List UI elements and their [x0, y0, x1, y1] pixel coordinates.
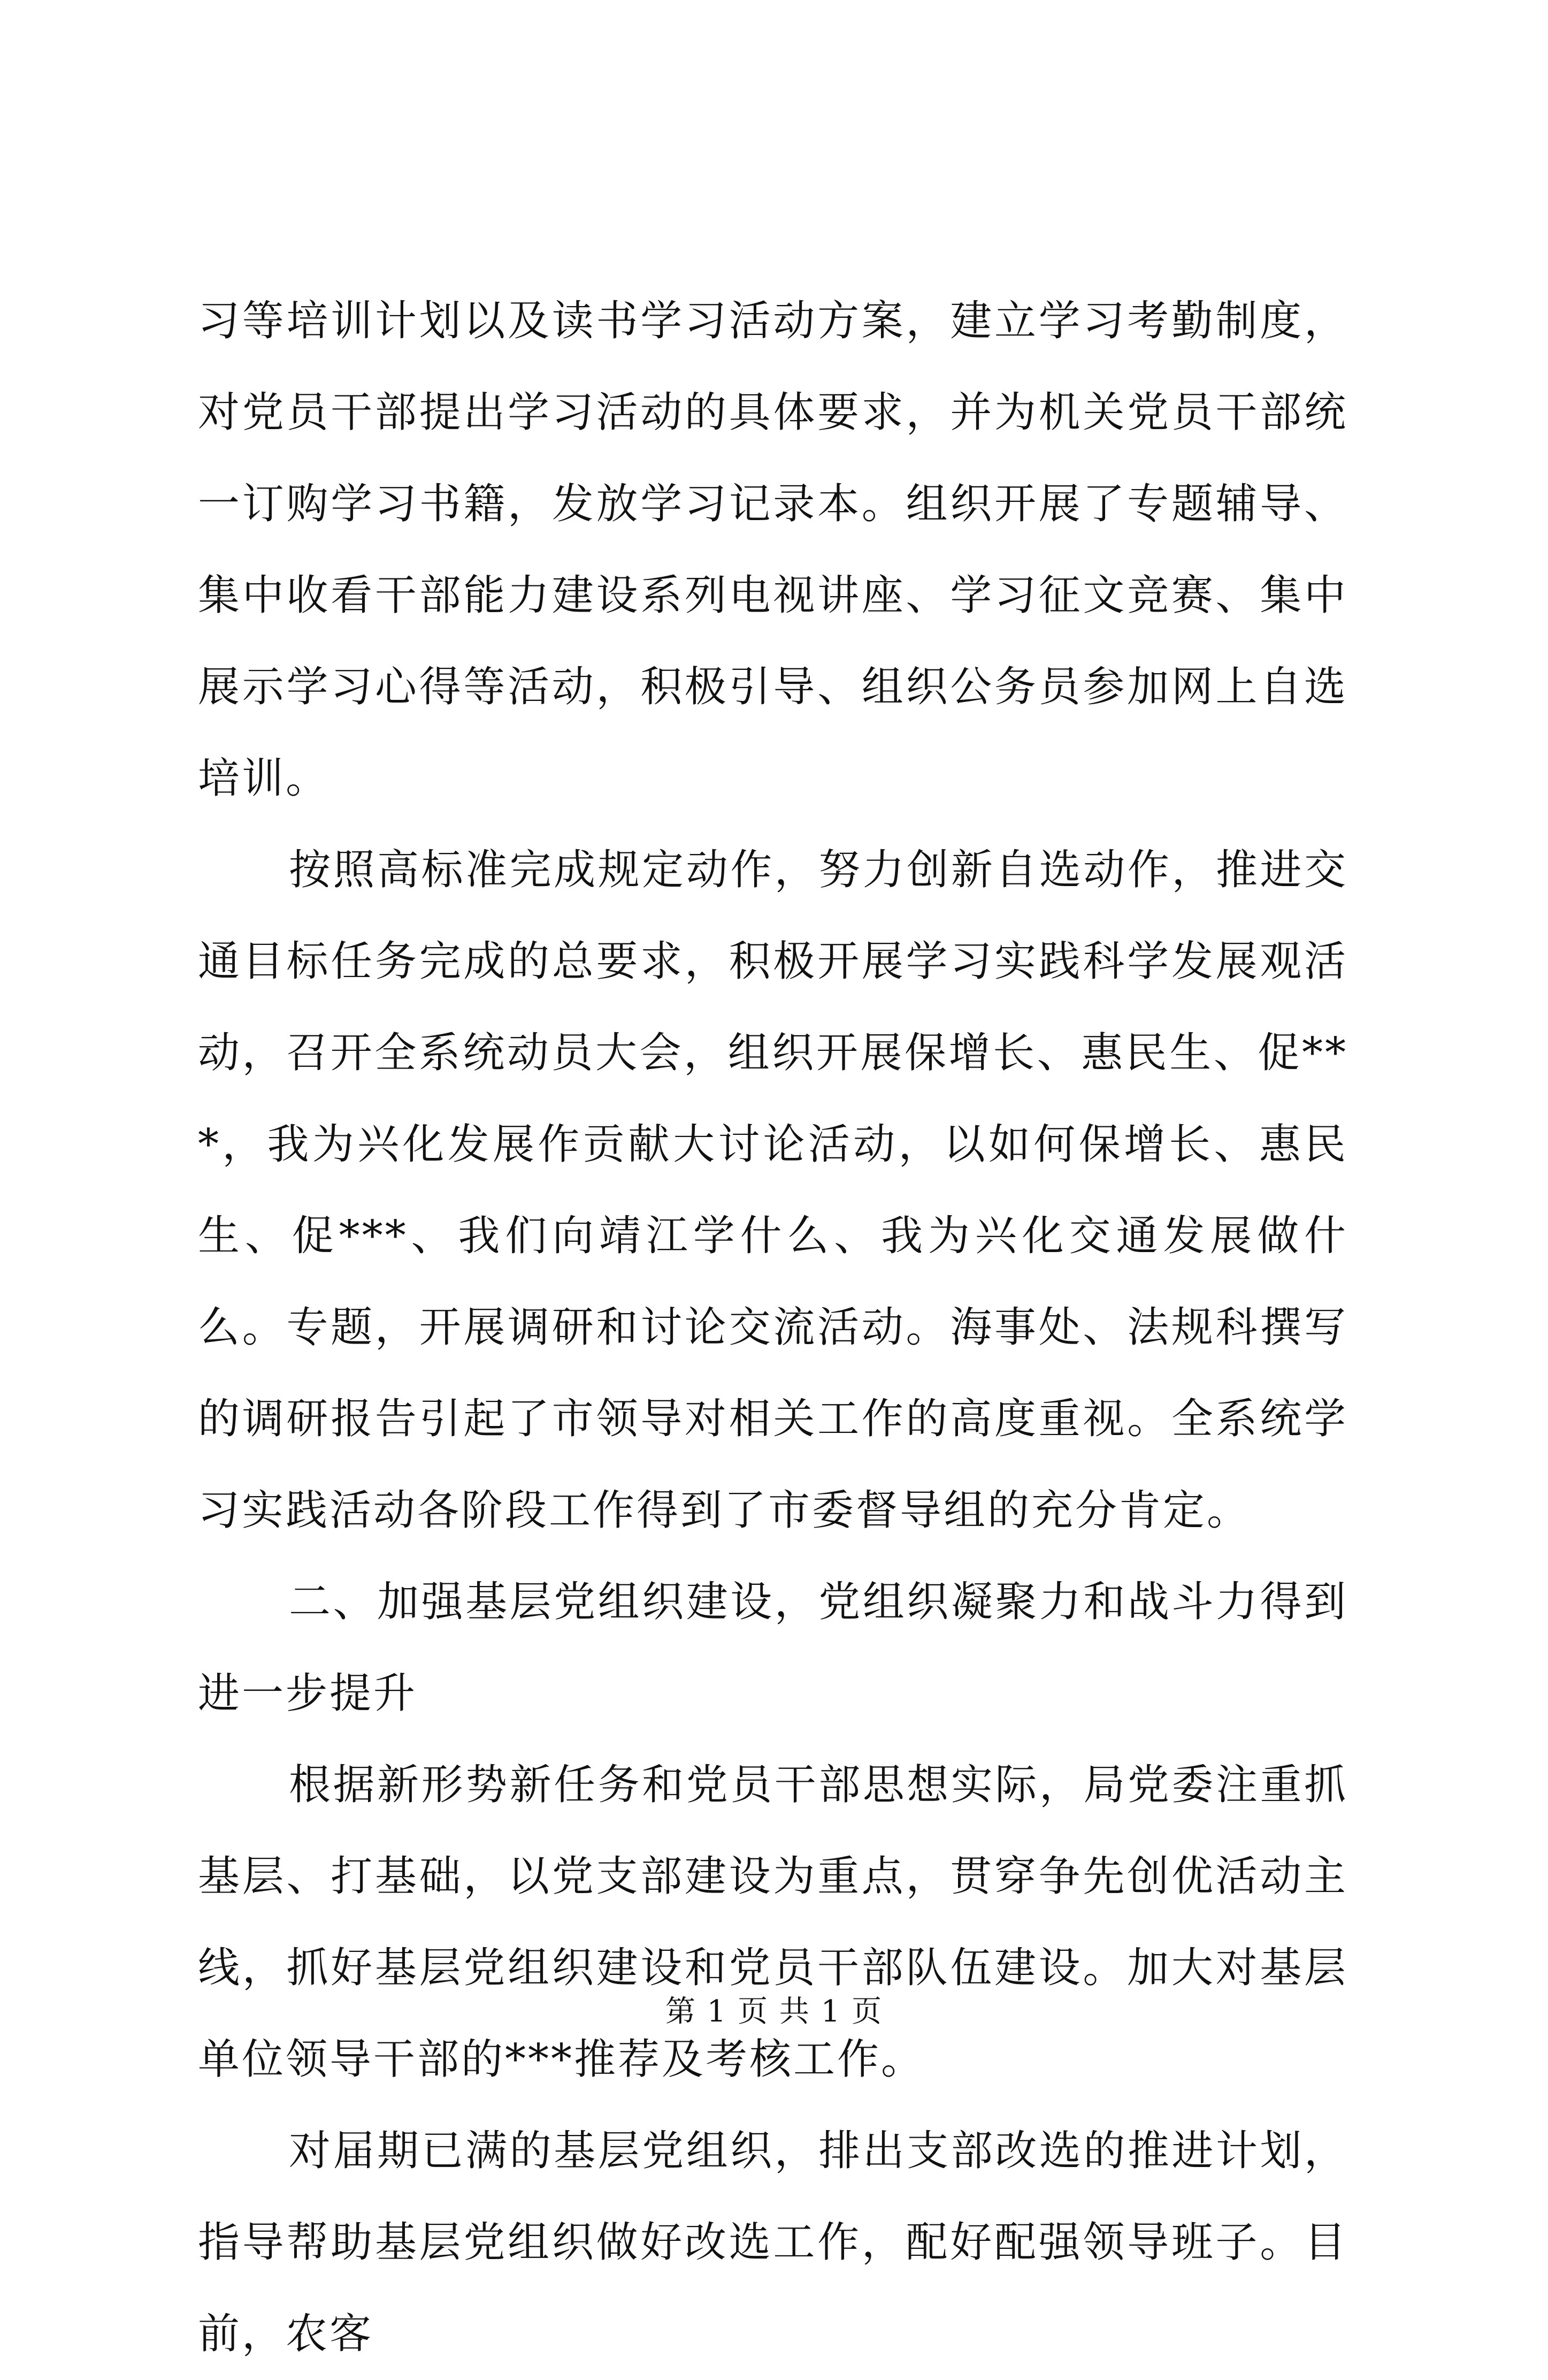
paragraph-study-practice: 按照高标准完成规定动作，努力创新自选动作，推进交通目标任务完成的总要求，积极开展学习实践科学发展观活动，召开全系统动员大会，组织开展保增长、惠民生、促***，我为兴化发展作贡献大讨论活动，以如何保增长、惠民生、促***、我们向靖江学什么、我为兴化交通发展做什么。专题，开展调研和讨论交流活动。海事处、法规科撰写的调研报告引起了市领导对相关工作的高度重视。全系统学习实践活动各阶段工作得到了市委督导组的充分肯定。 — [198, 846, 1348, 1535]
page-number-footer: 第 1 页 共 1 页 — [665, 1994, 883, 2029]
document-body — [198, 276, 1348, 2380]
paragraph-continuation: 习等培训计划以及读书学习活动方案，建立学习考勤制度，对党员干部提出学习活动的具体要求，并为机关党员干部统一订购学习书籍，发放学习记录本。组织开展了专题辅导、集中收看干部能力建设系列电视讲座、学习征文竞赛、集中展示学习心得等活动，积极引导、组织公务员参加网上自选培训。 — [198, 297, 1348, 803]
paragraph-grassroots: 根据新形势新任务和党员干部思想实际，局党委注重抓基层、打基础，以党支部建设为重点，贯穿争先创优活动主线，抓好基层党组织建设和党员干部队伍建设。加大对基层单位领导干部的***推荐及考核工作。 — [198, 1761, 1348, 2084]
paragraph-reelection: 对届期已满的基层党组织，排出支部改选的推进计划，指导帮助基层党组织做好改选工作，配好配强领导班子。目前，农客 — [198, 2127, 1348, 2358]
section-heading-two: 二、加强基层党组织建设，党组织凝聚力和战斗力得到进一步提升 — [198, 1578, 1348, 1718]
